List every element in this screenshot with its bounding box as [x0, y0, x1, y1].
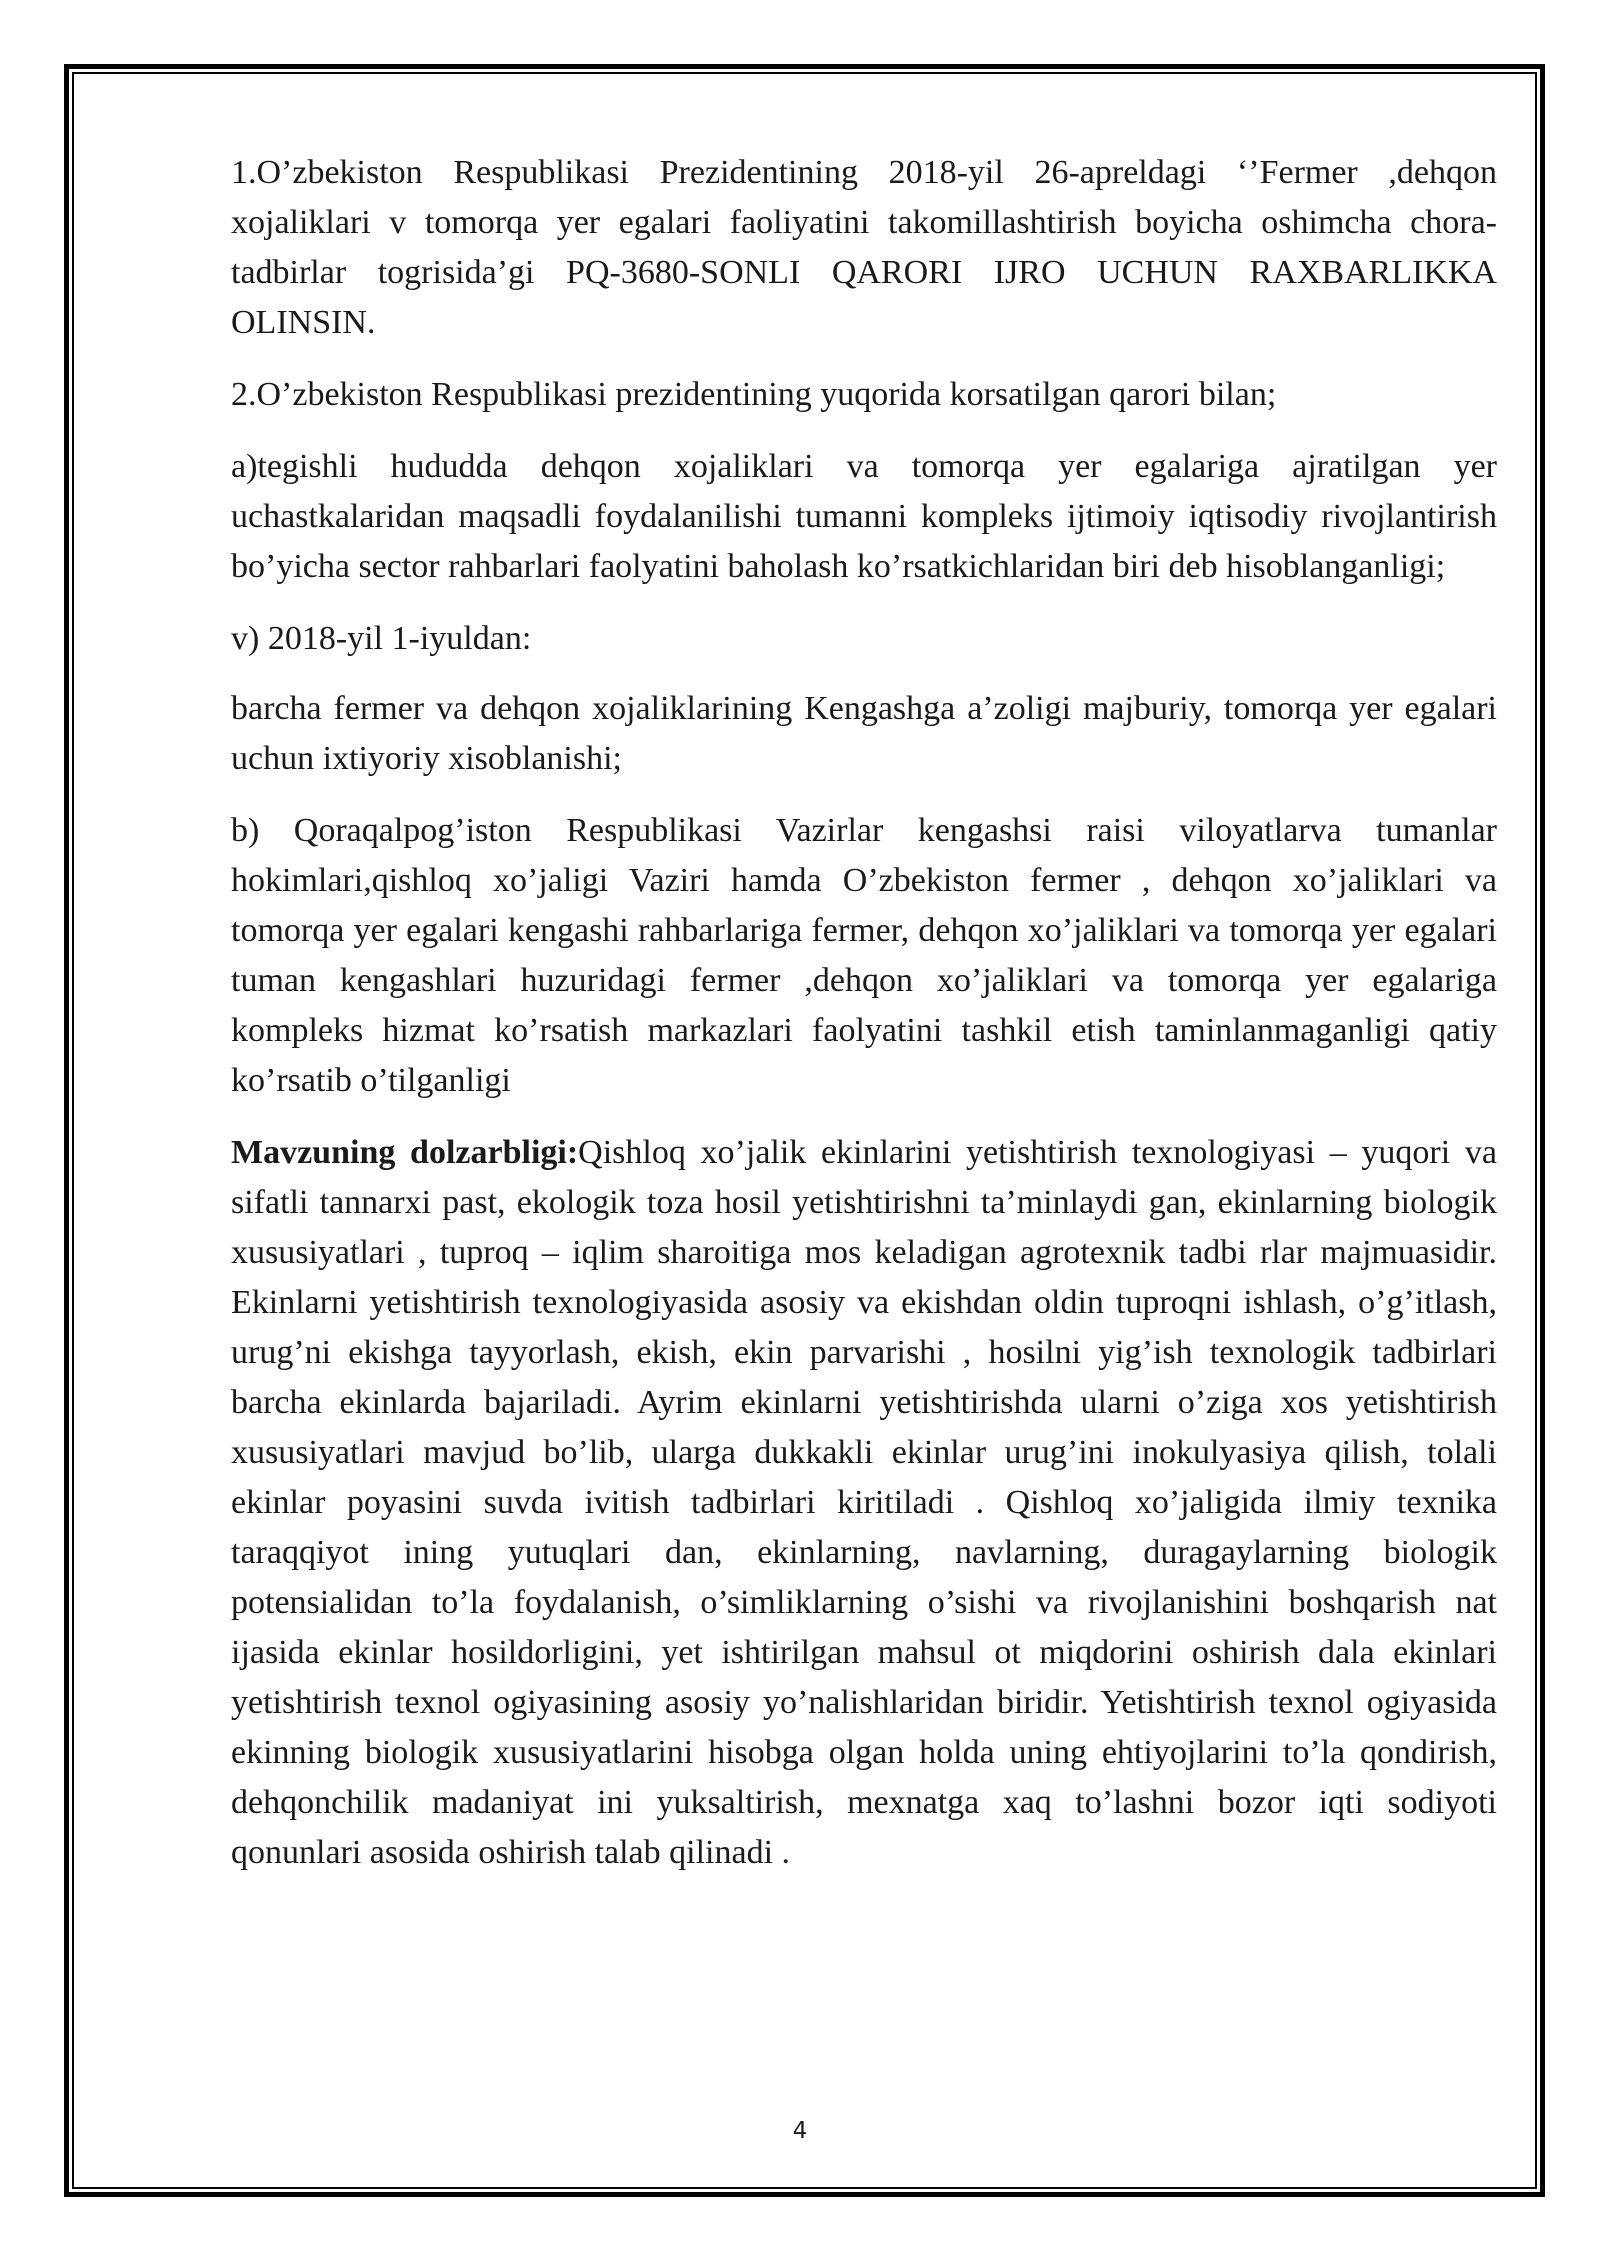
paragraph-item-v: v) 2018-yil 1-iyuldan:	[231, 620, 532, 657]
paragraph-item-b: b) Qoraqalpog’iston Respublikasi Vazirlar kengashsi raisi viloyatlarva tumanlar hokimlari,qishloq xo’jaligi Vaziri hamda O’zbekiston fermer , dehqon xo’jaliklari va tomorqa yer egalari kengashi rahbarlariga fermer, dehqon xo’jaliklari va tomorqa yer egalari tuman kengashlari huzuridagi fermer ,dehqon xo’jaliklari va tomorqa yer egalariga kompleks hizmat ko’rsatish markazlari faolyatini tashkil etish taminlanmaganligi qatiy ko’rsatib o’tilganligi	[231, 812, 1497, 1099]
paragraph-decree-reference: 1.O’zbekiston Respublikasi Prezidentining 2018-yil 26-apreldagi ‘’Fermer ,dehqon xojaliklari v tomorqa yer egalari faoliyatini takomillashtirish boyicha oshimcha chora-tadbirlar togrisida’gi PQ-3680-SONLI QARORI IJRO UCHUN RAXBARLIKKA OLINSIN.	[231, 154, 1497, 341]
paragraph-decree-scope: 2.O’zbekiston Respublikasi prezidentining yuqorida korsatilgan qarori bilan;	[231, 376, 1277, 413]
paragraph-membership: barcha fermer va dehqon xojaliklarining Kengashga a’zoligi majburiy, tomorqa yer egalari uchun ixtiyoriy xisoblanishi;	[231, 690, 1497, 777]
paragraph-relevance	[231, 1128, 1497, 1878]
document-body	[231, 148, 1497, 1900]
page-number: 4	[792, 2118, 808, 2144]
relevance-text: Qishloq xo’jalik ekinlarini yetishtirish texnologiyasi – yuqori va sifatli tannarxi past, ekologik toza hosil yetishtirishni ta’minlaydi gan, ekinlarning biologik xususiyatlari , tuproq – iqlim sharoitiga mos keladigan agrotexnik tadbi rlar majmuasidir. Ekinlarni yetishtirish texnologiyasida asosiy va ekishdan oldin tuproqni ishlash, o’g’itlash, urug’ni ekishga tayyorlash, ekish, ekin parvarishi , hosilni yig’ish texnologik tadbirlari barcha ekinlarda bajariladi. Ayrim ekinlarni yetishtirishda ularni o’ziga xos yetishtirish xususiyatlari mavjud bo’lib, ularga dukkakli ekinlar urug’ini inokulyasiya qilish, tolali ekinlar poyasini suvda ivitish tadbirlari kiritiladi . Qishloq xo’jaligida ilmiy texnika taraqqiyot ining yutuqlari dan, ekinlarning, navlarning, duragaylarning biologik potensialidan to’la foydalanish, o’simliklarning o’sishi va rivojlanishini boshqarish nat ijasida ekinlar hosildorligini, yet ishtirilgan mahsul ot miqdorini oshirish dala ekinlari yetishtirish texnol ogiyasining asosiy yo’nalishlaridan biridir. Yetishtirish texnol ogiyasida ekinning biologik xususiyatlarini hisobga olgan holda uning ehtiyojlarini to’la qondirish, dehqonchilik madaniyat ini yuksaltirish, mexnatga xaq to’lashni bozor iqti sodiyoti qonunlari asosida oshirish talab qilinadi .	[231, 1134, 1497, 1871]
paragraph-item-a: a)tegishli hududda dehqon xojaliklari va tomorqa yer egalariga ajratilgan yer uchastkalaridan maqsadli foydalanilishi tumanni kompleks ijtimoiy iqtisodiy rivojlantirish bo’yicha sector rahbarlari faolyatini baholash ko’rsatkichlaridan biri deb hisoblanganligi;	[231, 448, 1497, 585]
relevance-heading: Mavzuning dolzarbligi:	[231, 1134, 579, 1171]
